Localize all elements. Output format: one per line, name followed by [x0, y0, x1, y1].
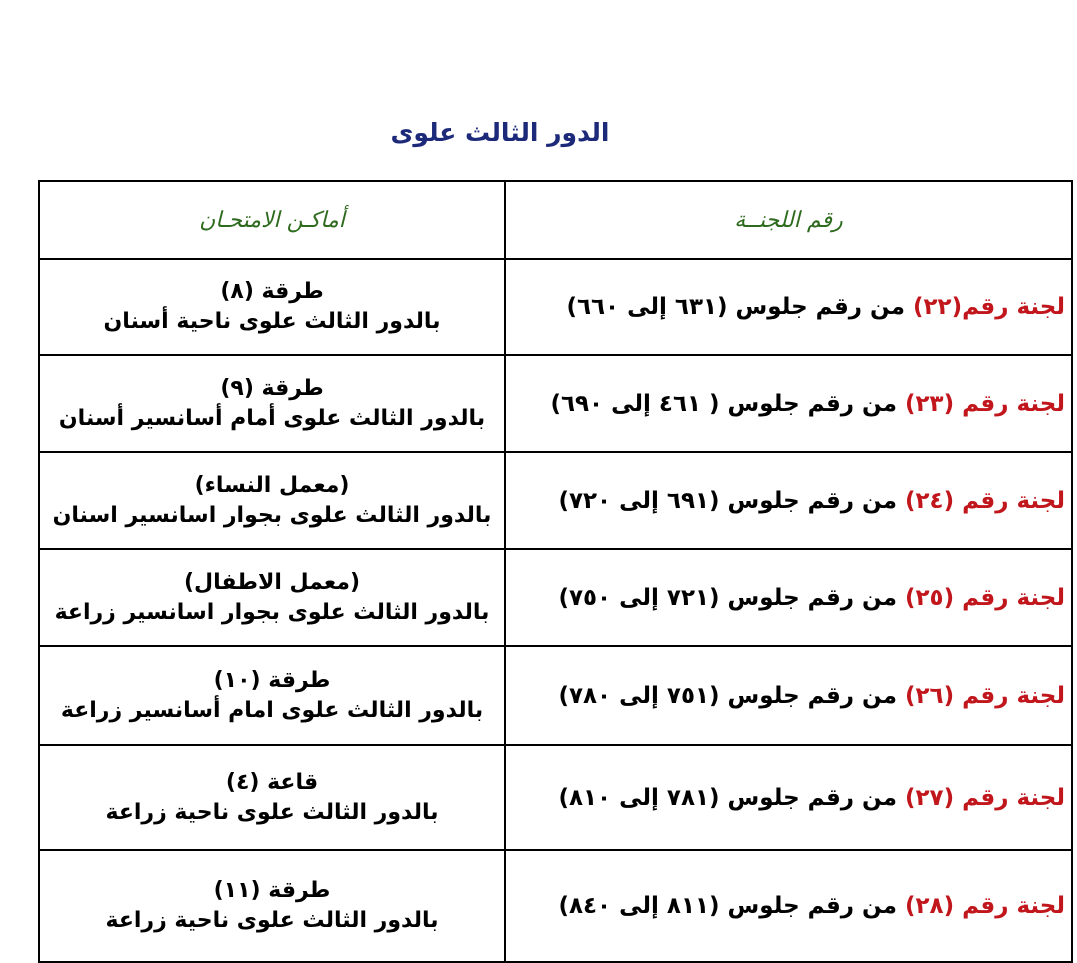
committee-cell [505, 259, 1072, 355]
committee-prefix: لجنة رقم [954, 682, 1065, 709]
page-title: الدور الثالث علوى [390, 118, 610, 147]
committee-number: (٢٨) [904, 893, 955, 919]
place-location: بالدور الثالث علوى أمام أسانسير أسنان [58, 405, 486, 431]
committee-cell [505, 850, 1072, 962]
table-row [39, 745, 1072, 850]
place-location: بالدور الثالث علوى ناحية زراعة [105, 908, 439, 933]
place-cell [39, 259, 505, 355]
seat-range: من رقم جلوس ( ٤٦١ إلى ٦٩٠) [550, 390, 905, 417]
seat-range: من رقم جلوس (٦٩١ إلى ٧٢٠) [558, 487, 905, 514]
exam-places-header: أماكـن الامتحـان [39, 181, 505, 259]
committee-cell [505, 549, 1072, 646]
committee-cell [505, 646, 1072, 745]
committees-table [38, 180, 1073, 963]
committee-prefix: لجنة رقم [954, 893, 1065, 919]
place-name: طرقة (١١) [213, 878, 331, 904]
table-row [39, 646, 1072, 745]
committee-prefix: لجنة رقم [954, 584, 1065, 611]
place-name: طرقة (١٠) [213, 667, 331, 693]
committee-number: (٢٦) [904, 682, 955, 709]
place-location: بالدور الثالث علوى امام أسانسير زراعة [60, 697, 484, 723]
place-name: (معمل الاطفال) [183, 569, 361, 595]
table-header-row [39, 181, 1072, 259]
table-row [39, 355, 1072, 452]
table-row [39, 452, 1072, 549]
committee-number-header: رقم اللجنــة [505, 181, 1072, 259]
place-location: بالدور الثالث علوى بجوار اسانسير زراعة [54, 599, 490, 625]
committee-number: (٢٢) [912, 294, 963, 320]
committee-cell [505, 745, 1072, 850]
committee-cell [505, 355, 1072, 452]
committee-prefix: لجنة رقم [954, 390, 1065, 417]
committee-number: (٢٤) [904, 487, 955, 514]
place-cell [39, 646, 505, 745]
place-name: قاعة (٤) [225, 769, 319, 795]
table-row [39, 850, 1072, 962]
committee-number: (٢٣) [904, 390, 955, 417]
seat-range: من رقم جلوس (٧٢١ إلى ٧٥٠) [558, 584, 905, 611]
committee-prefix: لجنة رقم [962, 294, 1065, 320]
place-cell [39, 355, 505, 452]
committee-number: (٢٥) [904, 584, 955, 611]
place-name: طرقة (٩) [220, 375, 324, 401]
place-cell [39, 745, 505, 850]
place-cell [39, 452, 505, 549]
seat-range: من رقم جلوس (٦٣١ إلى ٦٦٠) [566, 294, 913, 320]
place-cell [39, 850, 505, 962]
seat-range: من رقم جلوس (٧٥١ إلى ٧٨٠) [558, 682, 905, 709]
committee-prefix: لجنة رقم [954, 784, 1065, 811]
place-location: بالدور الثالث علوى ناحية أسنان [103, 309, 441, 334]
place-name: طرقة (٨) [220, 279, 324, 305]
table-row [39, 259, 1072, 355]
committee-prefix: لجنة رقم [954, 487, 1065, 514]
place-location: بالدور الثالث علوى بجوار اسانسير اسنان [52, 502, 492, 528]
table-row [39, 549, 1072, 646]
seat-range: من رقم جلوس (٨١١ إلى ٨٤٠) [558, 893, 905, 919]
place-location: بالدور الثالث علوى ناحية زراعة [105, 799, 439, 825]
place-cell [39, 549, 505, 646]
committee-cell [505, 452, 1072, 549]
committee-number: (٢٧) [904, 784, 955, 811]
place-name: (معمل النساء) [194, 472, 350, 498]
seat-range: من رقم جلوس (٧٨١ إلى ٨١٠) [558, 784, 905, 811]
